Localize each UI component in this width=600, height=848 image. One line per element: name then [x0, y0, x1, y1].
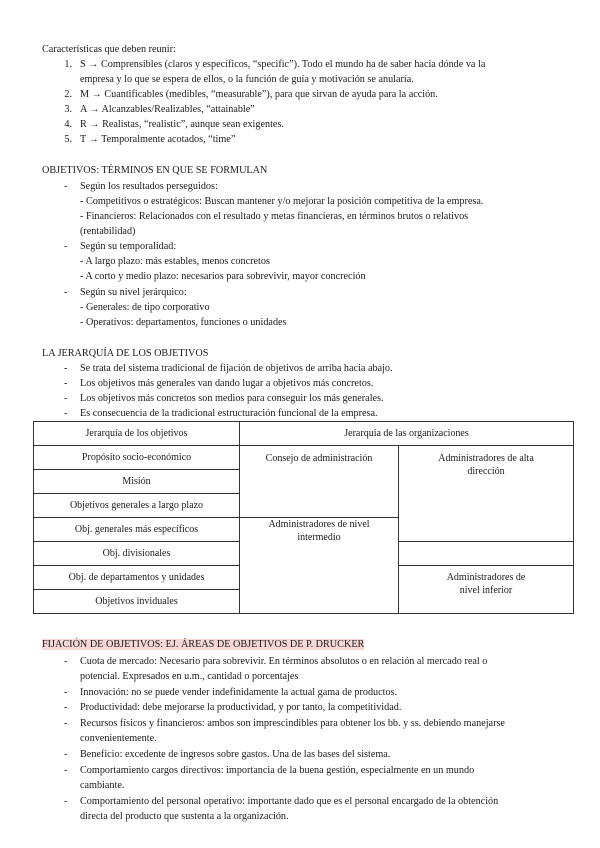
drucker-bullet-cont: directa del producto que sustenta a la organización. — [80, 811, 289, 822]
drucker-bullet: Productividad: debe mejorarse la productividad, y por tanto, la competitividad. — [80, 702, 402, 713]
intermedio-line-1: Administradores de nivel — [268, 519, 370, 530]
drucker-bullet-cont: convenientemente. — [80, 733, 157, 744]
jerarquia-bullet: Los objetivos más concretos son medios para conseguir los más generales. — [80, 393, 384, 404]
smart-number: 4. — [64, 119, 72, 130]
section-heading-terminos: OBJETIVOS: TÉRMINOS EN QUE SE FORMULAN — [42, 165, 268, 176]
group-title: Según su nivel jerárquico: — [80, 287, 187, 298]
drucker-bullet: Comportamiento cargos directivos: importancia de la buena gestión, especialmente en un mundo — [80, 765, 475, 776]
group-title: Según su temporalidad: — [80, 241, 177, 252]
table-cell-nivel-inferior — [399, 566, 574, 614]
smart-number: 2. — [64, 89, 72, 100]
dash-bullet: - — [64, 702, 68, 713]
group-sub: - Competitivos o estratégicos: Buscan mantener y/o mejorar la posición competitiva de la empresa. — [80, 196, 484, 207]
inferior-line-1: Administradores de — [446, 572, 526, 583]
drucker-bullet: Innovación: no se puede vender indefinidamente la actual gama de productos. — [80, 687, 398, 698]
intro-text: Características que deben reunir: — [42, 44, 176, 55]
table-header-organizaciones: Jerarquía de las organizaciones — [240, 422, 574, 446]
table-cell-objetivo: Obj. de departamentos y unidades — [34, 566, 240, 590]
group-sub: - A corto y medio plazo: necesarios para sobrevivir, mayor concreción — [80, 271, 366, 282]
group-title: Según los resultados perseguidos: — [80, 181, 218, 192]
drucker-bullet-cont: cambiante. — [80, 780, 125, 791]
dash-bullet: - — [64, 181, 68, 192]
jerarquia-bullet: Los objetivos más generales van dando lugar a objetivos más concretos. — [80, 378, 374, 389]
dash-bullet: - — [64, 718, 68, 729]
drucker-bullet: Comportamiento del personal operativo: importante dado que es el personal encargado de la obtención — [80, 796, 499, 807]
group-sub: (rentabilidad) — [80, 226, 136, 237]
group-sub: - A largo plazo: más estables, menos concretos — [80, 256, 270, 267]
section-heading-jerarquia: LA JERARQUÍA DE LOS OBJETIVOS — [42, 348, 209, 359]
table-cell-objetivo: Obj. generales más específicos — [34, 518, 240, 542]
group-sub: - Generales: de tipo corporativo — [80, 302, 210, 313]
smart-item-r: R → Realistas, “realistic”, aunque sean exigentes. — [80, 119, 284, 130]
dash-bullet: - — [64, 363, 68, 374]
table-cell-empty — [399, 542, 574, 566]
smart-number: 1. — [64, 59, 72, 70]
smart-item-s-cont: empresa y lo que se espera de ellos, o la función de guía y motivación se anularía. — [80, 74, 414, 85]
table-cell-objetivo: Objetivos generales a largo plazo — [34, 494, 240, 518]
alta-line-2: dirección — [467, 466, 505, 477]
dash-bullet: - — [64, 765, 68, 776]
smart-item-s: S → Comprensibles (claros y específicos, “specific”). Todo el mundo ha de saber hacia dónde va la — [80, 59, 486, 70]
hierarchy-table — [33, 421, 574, 614]
drucker-bullet: Recursos físicos y financieros: ambos son imprescindibles para obtener los bb. y ss. debiendo manejarse — [80, 718, 505, 729]
drucker-bullet: Beneficio: excedente de ingresos sobre gastos. Una de las bases del sistema. — [80, 749, 391, 760]
jerarquia-bullet: Se trata del sistema tradicional de fijación de objetivos de arriba hacia abajo. — [80, 363, 393, 374]
intermedio-line-2: intermedio — [297, 532, 341, 543]
table-cell-consejo: Consejo de administración — [240, 446, 399, 518]
dash-bullet: - — [64, 408, 68, 419]
table-cell-objetivo: Obj. divisionales — [34, 542, 240, 566]
dash-bullet: - — [64, 287, 68, 298]
dash-bullet: - — [64, 656, 68, 667]
dash-bullet: - — [64, 687, 68, 698]
group-sub: - Operativos: departamentos, funciones o unidades — [80, 317, 287, 328]
smart-item-t: T → Temporalmente acotados, “time” — [80, 134, 236, 145]
dash-bullet: - — [64, 796, 68, 807]
table-cell-objetivo: Misión — [34, 470, 240, 494]
section-heading-drucker — [42, 638, 364, 651]
alta-line-1: Administradores de alta — [438, 453, 534, 464]
highlighted-heading: FIJACIÓN DE OBJETIVOS: EJ. ÁREAS DE OBJETIVOS DE P. DRUCKER — [42, 639, 365, 650]
smart-number: 3. — [64, 104, 72, 115]
table-header-objetivos: Jerarquía de los objetivos — [34, 422, 240, 446]
dash-bullet: - — [64, 378, 68, 389]
table-cell-objetivo: Objetivos inviduales — [34, 590, 240, 614]
dash-bullet: - — [64, 749, 68, 760]
table-cell-objetivo: Propósito socio-económico — [34, 446, 240, 470]
smart-item-a: A → Alcanzables/Realizables, “attainable” — [80, 104, 255, 115]
table-cell-nivel-intermedio — [240, 518, 399, 614]
smart-item-m: M → Cuantificables (medibles, “measurable”), para que sirvan de ayuda para la acción. — [80, 89, 438, 100]
drucker-bullet-cont: potencial. Expresados en u.m., cantidad o porcentajes — [80, 671, 299, 682]
table-cell-alta-direccion — [399, 446, 574, 542]
smart-number: 5. — [64, 134, 72, 145]
dash-bullet: - — [64, 393, 68, 404]
dash-bullet: - — [64, 241, 68, 252]
inferior-line-2: nivel inferior — [459, 585, 513, 596]
jerarquia-bullet: Es consecuencia de la tradicional estructuración funcional de la empresa. — [80, 408, 378, 419]
group-sub: - Financieros: Relacionados con el resultado y metas financieras, en términos brutos o relativos — [80, 211, 469, 222]
drucker-bullet: Cuota de mercado: Necesario para sobrevivir. En términos absolutos o en relación al mercado real o — [80, 656, 488, 667]
